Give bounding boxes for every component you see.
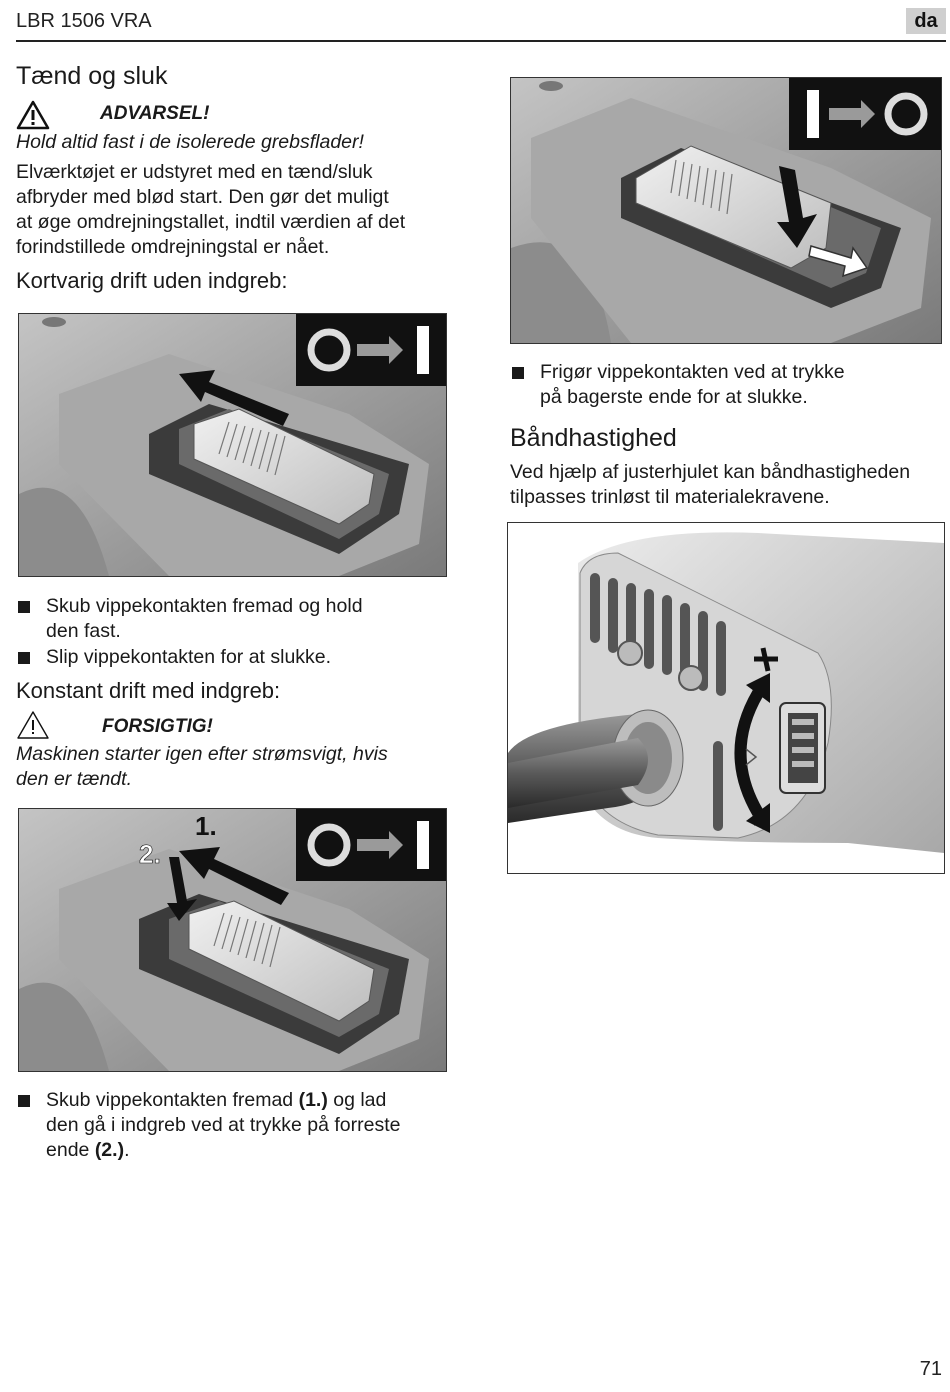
bullet-list-momentary xyxy=(16,594,456,670)
bullet-line: Frigør vippekontakten ved at trykke xyxy=(540,361,845,383)
bullet-list-off xyxy=(510,360,940,410)
section-heading-switch: Tænd og sluk xyxy=(16,62,168,90)
warning-label: ADVARSEL! xyxy=(100,103,210,124)
bullet-marker xyxy=(512,367,524,379)
text-run: . xyxy=(124,1139,130,1161)
list-item xyxy=(510,360,940,410)
bullet-line: den gå i indgreb ved at trykke på forreste xyxy=(46,1114,401,1136)
intro-line: forindstillede omdrejningstal er nået. xyxy=(16,236,330,258)
bullet-marker xyxy=(18,1095,30,1107)
header-rule xyxy=(16,40,946,42)
caution-triangle-icon xyxy=(16,710,50,745)
bullet-line: den fast. xyxy=(46,620,121,642)
intro-line: afbryder med blød start. Den gør det muligt xyxy=(16,186,389,208)
intro-paragraph xyxy=(16,160,405,260)
document-model-title: LBR 1506 VRA xyxy=(16,10,152,32)
bullet-marker xyxy=(18,652,30,664)
warning-text: Hold altid fast i de isolerede grebsflader! xyxy=(16,131,364,153)
caution-block xyxy=(16,710,456,738)
page-number: 71 xyxy=(919,1358,942,1380)
language-badge: da xyxy=(906,8,946,34)
list-item xyxy=(16,1088,456,1163)
intro-line: at øge omdrejningstallet, indtil værdien af det xyxy=(16,211,406,233)
warning-block xyxy=(16,100,456,125)
caution-line: den er tændt. xyxy=(16,768,132,790)
figure-speed-wheel xyxy=(507,522,945,874)
bullet-line: på bagerste ende for at slukke. xyxy=(540,386,808,408)
section-heading-continuous: Konstant drift med indgreb: xyxy=(16,678,281,703)
step-label-2: 2. xyxy=(139,839,161,869)
bullet-line xyxy=(46,1138,400,1163)
caution-line: Maskinen starter igen efter strømsvigt, hvis xyxy=(16,743,388,765)
figure-switch-on xyxy=(18,313,447,577)
step-ref-1: (1.) xyxy=(298,1089,328,1111)
intro-line: Elværktøjet er udstyret med en tænd/sluk xyxy=(16,161,373,183)
text-run: ende xyxy=(46,1139,95,1161)
bullet-marker xyxy=(18,601,30,613)
caution-text xyxy=(16,742,388,792)
belt-speed-paragraph xyxy=(510,460,910,510)
figure-switch-off xyxy=(510,77,942,344)
step-ref-2: (2.) xyxy=(94,1139,125,1161)
step-label-1: 1. xyxy=(195,811,217,841)
section-heading-momentary: Kortvarig drift uden indgreb: xyxy=(16,268,288,293)
bullet-list-continuous xyxy=(16,1088,456,1163)
caution-label: FORSIGTIG! xyxy=(102,716,213,737)
figure-switch-lock xyxy=(18,808,447,1072)
list-item xyxy=(16,594,456,644)
text-run: Skub vippekontakten fremad xyxy=(46,1089,299,1111)
text-run: og lad xyxy=(327,1089,387,1111)
bullet-line: Skub vippekontakten fremad og hold xyxy=(46,595,363,617)
paragraph-line: tilpasses trinløst til materialekravene. xyxy=(510,486,830,508)
list-item xyxy=(16,645,456,670)
bullet-line: Slip vippekontakten for at slukke. xyxy=(46,646,332,668)
section-heading-belt-speed: Båndhastighed xyxy=(510,424,677,452)
paragraph-line: Ved hjælp af justerhjulet kan båndhastigheden xyxy=(510,461,911,483)
bullet-line xyxy=(46,1088,400,1113)
